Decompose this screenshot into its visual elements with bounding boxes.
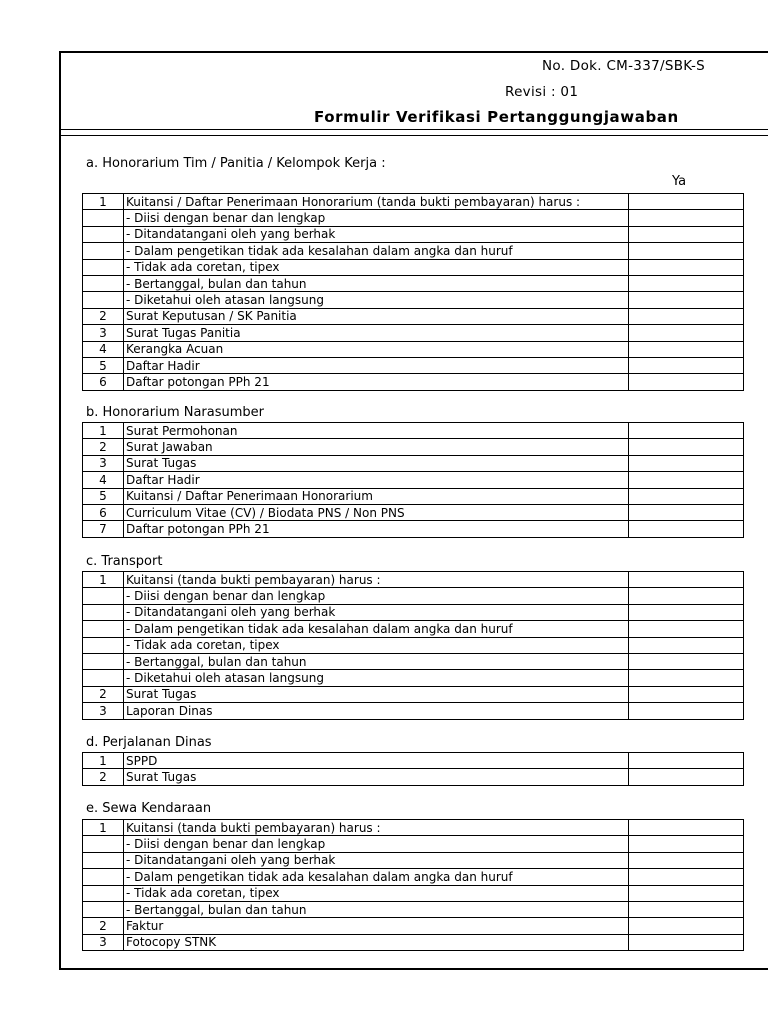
ya-check-cell[interactable] bbox=[629, 918, 744, 934]
table-row bbox=[83, 918, 744, 934]
row-number bbox=[83, 637, 124, 653]
ya-check-cell[interactable] bbox=[629, 488, 744, 504]
row-number: 1 bbox=[83, 423, 124, 439]
ya-check-cell[interactable] bbox=[629, 423, 744, 439]
row-item-text: - Tidak ada coretan, tipex bbox=[124, 259, 629, 275]
row-item-text: - Tidak ada coretan, tipex bbox=[124, 885, 629, 901]
ya-check-cell[interactable] bbox=[629, 308, 744, 324]
row-number: 4 bbox=[83, 472, 124, 488]
ya-check-cell[interactable] bbox=[629, 210, 744, 226]
row-item-text: Surat Tugas bbox=[124, 455, 629, 471]
row-item-text: - Diisi dengan benar dan lengkap bbox=[124, 588, 629, 604]
table-row bbox=[83, 472, 744, 488]
row-number bbox=[83, 869, 124, 885]
row-item-text: Kerangka Acuan bbox=[124, 341, 629, 357]
ya-check-cell[interactable] bbox=[629, 243, 744, 259]
table-row bbox=[83, 194, 744, 210]
section-b-table bbox=[82, 422, 744, 538]
table-row bbox=[83, 852, 744, 868]
table-row bbox=[83, 423, 744, 439]
ya-check-cell[interactable] bbox=[629, 292, 744, 308]
row-number: 3 bbox=[83, 703, 124, 719]
row-item-text: Surat Tugas bbox=[124, 686, 629, 702]
table-row bbox=[83, 259, 744, 275]
row-item-text: Surat Permohonan bbox=[124, 423, 629, 439]
row-number bbox=[83, 604, 124, 620]
row-number: 1 bbox=[83, 820, 124, 836]
document-number: No. Dok. CM-337/SBK-S bbox=[542, 58, 706, 74]
section-d-title: d. Perjalanan Dinas bbox=[86, 735, 212, 750]
row-item-text: - Dalam pengetikan tidak ada kesalahan dalam angka dan huruf bbox=[124, 621, 629, 637]
row-number: 5 bbox=[83, 488, 124, 504]
table-row bbox=[83, 885, 744, 901]
ya-check-cell[interactable] bbox=[629, 455, 744, 471]
section-c-title: c. Transport bbox=[86, 554, 163, 569]
column-ya-label: Ya bbox=[672, 174, 687, 189]
row-item-text: - Tidak ada coretan, tipex bbox=[124, 637, 629, 653]
table-row bbox=[83, 504, 744, 520]
table-row bbox=[83, 455, 744, 471]
table-row bbox=[83, 275, 744, 291]
row-number: 6 bbox=[83, 374, 124, 390]
table-row bbox=[83, 308, 744, 324]
row-item-text: - Bertanggal, bulan dan tahun bbox=[124, 275, 629, 291]
row-number: 3 bbox=[83, 934, 124, 950]
row-item-text: Surat Keputusan / SK Panitia bbox=[124, 308, 629, 324]
row-item-text: Surat Tugas Panitia bbox=[124, 325, 629, 341]
table-row bbox=[83, 901, 744, 917]
table-row bbox=[83, 869, 744, 885]
ya-check-cell[interactable] bbox=[629, 572, 744, 588]
row-item-text: - Dalam pengetikan tidak ada kesalahan dalam angka dan huruf bbox=[124, 869, 629, 885]
row-item-text: Daftar Hadir bbox=[124, 357, 629, 373]
ya-check-cell[interactable] bbox=[629, 869, 744, 885]
row-item-text: Daftar potongan PPh 21 bbox=[124, 374, 629, 390]
row-item-text: Daftar potongan PPh 21 bbox=[124, 521, 629, 537]
row-item-text: - Diisi dengan benar dan lengkap bbox=[124, 210, 629, 226]
ya-check-cell[interactable] bbox=[629, 670, 744, 686]
ya-check-cell[interactable] bbox=[629, 472, 744, 488]
section-e-title: e. Sewa Kendaraan bbox=[86, 801, 212, 816]
section-a-title: a. Honorarium Tim / Panitia / Kelompok Kerja : bbox=[86, 156, 386, 171]
ya-check-cell[interactable] bbox=[629, 226, 744, 242]
ya-check-cell[interactable] bbox=[629, 504, 744, 520]
row-number bbox=[83, 852, 124, 868]
table-row bbox=[83, 703, 744, 719]
row-item-text: - Diketahui oleh atasan langsung bbox=[124, 670, 629, 686]
row-number bbox=[83, 292, 124, 308]
ya-check-cell[interactable] bbox=[629, 194, 744, 210]
row-number: 3 bbox=[83, 325, 124, 341]
ya-check-cell[interactable] bbox=[629, 836, 744, 852]
ya-check-cell[interactable] bbox=[629, 637, 744, 653]
ya-check-cell[interactable] bbox=[629, 259, 744, 275]
row-number bbox=[83, 226, 124, 242]
row-item-text: Faktur bbox=[124, 918, 629, 934]
row-item-text: - Ditandatangani oleh yang berhak bbox=[124, 226, 629, 242]
ya-check-cell[interactable] bbox=[629, 604, 744, 620]
section-a-table bbox=[82, 193, 744, 391]
row-number: 5 bbox=[83, 357, 124, 373]
row-number: 2 bbox=[83, 918, 124, 934]
ya-check-cell[interactable] bbox=[629, 769, 744, 785]
ya-check-cell[interactable] bbox=[629, 852, 744, 868]
table-row bbox=[83, 341, 744, 357]
row-number bbox=[83, 670, 124, 686]
table-row bbox=[83, 836, 744, 852]
table-row bbox=[83, 686, 744, 702]
table-row bbox=[83, 934, 744, 950]
table-row bbox=[83, 292, 744, 308]
ya-check-cell[interactable] bbox=[629, 686, 744, 702]
ya-check-cell[interactable] bbox=[629, 275, 744, 291]
table-row bbox=[83, 604, 744, 620]
row-item-text: - Diketahui oleh atasan langsung bbox=[124, 292, 629, 308]
ya-check-cell[interactable] bbox=[629, 439, 744, 455]
header-rule-top bbox=[59, 129, 768, 130]
table-row bbox=[83, 374, 744, 390]
section-e-table bbox=[82, 819, 744, 951]
row-number: 3 bbox=[83, 455, 124, 471]
header-rule-bottom bbox=[59, 135, 768, 136]
row-item-text: - Ditandatangani oleh yang berhak bbox=[124, 852, 629, 868]
section-b-title: b. Honorarium Narasumber bbox=[86, 405, 265, 420]
table-row bbox=[83, 820, 744, 836]
table-row bbox=[83, 521, 744, 537]
row-number bbox=[83, 275, 124, 291]
form-title: Formulir Verifikasi Pertanggungjawaban bbox=[314, 108, 679, 126]
row-item-text: Kuitansi / Daftar Penerimaan Honorarium (tanda bukti pembayaran) harus : bbox=[124, 194, 629, 210]
row-number bbox=[83, 621, 124, 637]
ya-check-cell[interactable] bbox=[629, 753, 744, 769]
row-number: 2 bbox=[83, 439, 124, 455]
table-row bbox=[83, 325, 744, 341]
row-item-text: - Dalam pengetikan tidak ada kesalahan dalam angka dan huruf bbox=[124, 243, 629, 259]
table-row bbox=[83, 210, 744, 226]
ya-check-cell[interactable] bbox=[629, 588, 744, 604]
ya-check-cell[interactable] bbox=[629, 703, 744, 719]
ya-check-cell[interactable] bbox=[629, 357, 744, 373]
row-number bbox=[83, 653, 124, 669]
revision-number: Revisi : 01 bbox=[505, 84, 579, 100]
table-row bbox=[83, 357, 744, 373]
row-item-text: Surat Jawaban bbox=[124, 439, 629, 455]
table-row bbox=[83, 653, 744, 669]
row-number: 7 bbox=[83, 521, 124, 537]
row-number: 1 bbox=[83, 572, 124, 588]
ya-check-cell[interactable] bbox=[629, 820, 744, 836]
row-item-text: SPPD bbox=[124, 753, 629, 769]
table-row bbox=[83, 753, 744, 769]
table-row bbox=[83, 769, 744, 785]
table-row bbox=[83, 637, 744, 653]
row-item-text: Kuitansi (tanda bukti pembayaran) harus : bbox=[124, 572, 629, 588]
table-row bbox=[83, 226, 744, 242]
ya-check-cell[interactable] bbox=[629, 521, 744, 537]
ya-check-cell[interactable] bbox=[629, 934, 744, 950]
row-item-text: - Diisi dengan benar dan lengkap bbox=[124, 836, 629, 852]
row-number: 6 bbox=[83, 504, 124, 520]
row-item-text: Surat Tugas bbox=[124, 769, 629, 785]
row-item-text: Laporan Dinas bbox=[124, 703, 629, 719]
row-number bbox=[83, 588, 124, 604]
row-number bbox=[83, 210, 124, 226]
ya-check-cell[interactable] bbox=[629, 341, 744, 357]
row-item-text: Fotocopy STNK bbox=[124, 934, 629, 950]
row-number: 2 bbox=[83, 308, 124, 324]
ya-check-cell[interactable] bbox=[629, 901, 744, 917]
row-item-text: Daftar Hadir bbox=[124, 472, 629, 488]
row-item-text: Kuitansi (tanda bukti pembayaran) harus : bbox=[124, 820, 629, 836]
row-number bbox=[83, 901, 124, 917]
table-row bbox=[83, 588, 744, 604]
row-item-text: - Bertanggal, bulan dan tahun bbox=[124, 653, 629, 669]
row-number bbox=[83, 885, 124, 901]
row-number bbox=[83, 259, 124, 275]
table-row bbox=[83, 621, 744, 637]
row-item-text: - Ditandatangani oleh yang berhak bbox=[124, 604, 629, 620]
row-number: 1 bbox=[83, 194, 124, 210]
table-row bbox=[83, 572, 744, 588]
row-number: 4 bbox=[83, 341, 124, 357]
row-number: 1 bbox=[83, 753, 124, 769]
table-row bbox=[83, 243, 744, 259]
ya-check-cell[interactable] bbox=[629, 885, 744, 901]
row-number bbox=[83, 243, 124, 259]
table-row bbox=[83, 439, 744, 455]
row-number: 2 bbox=[83, 686, 124, 702]
ya-check-cell[interactable] bbox=[629, 325, 744, 341]
ya-check-cell[interactable] bbox=[629, 653, 744, 669]
row-item-text: Kuitansi / Daftar Penerimaan Honorarium bbox=[124, 488, 629, 504]
ya-check-cell[interactable] bbox=[629, 621, 744, 637]
row-number: 2 bbox=[83, 769, 124, 785]
row-item-text: Curriculum Vitae (CV) / Biodata PNS / Non PNS bbox=[124, 504, 629, 520]
ya-check-cell[interactable] bbox=[629, 374, 744, 390]
section-c-table bbox=[82, 571, 744, 720]
row-number bbox=[83, 836, 124, 852]
row-item-text: - Bertanggal, bulan dan tahun bbox=[124, 901, 629, 917]
table-row bbox=[83, 670, 744, 686]
table-row bbox=[83, 488, 744, 504]
section-d-table bbox=[82, 752, 744, 786]
